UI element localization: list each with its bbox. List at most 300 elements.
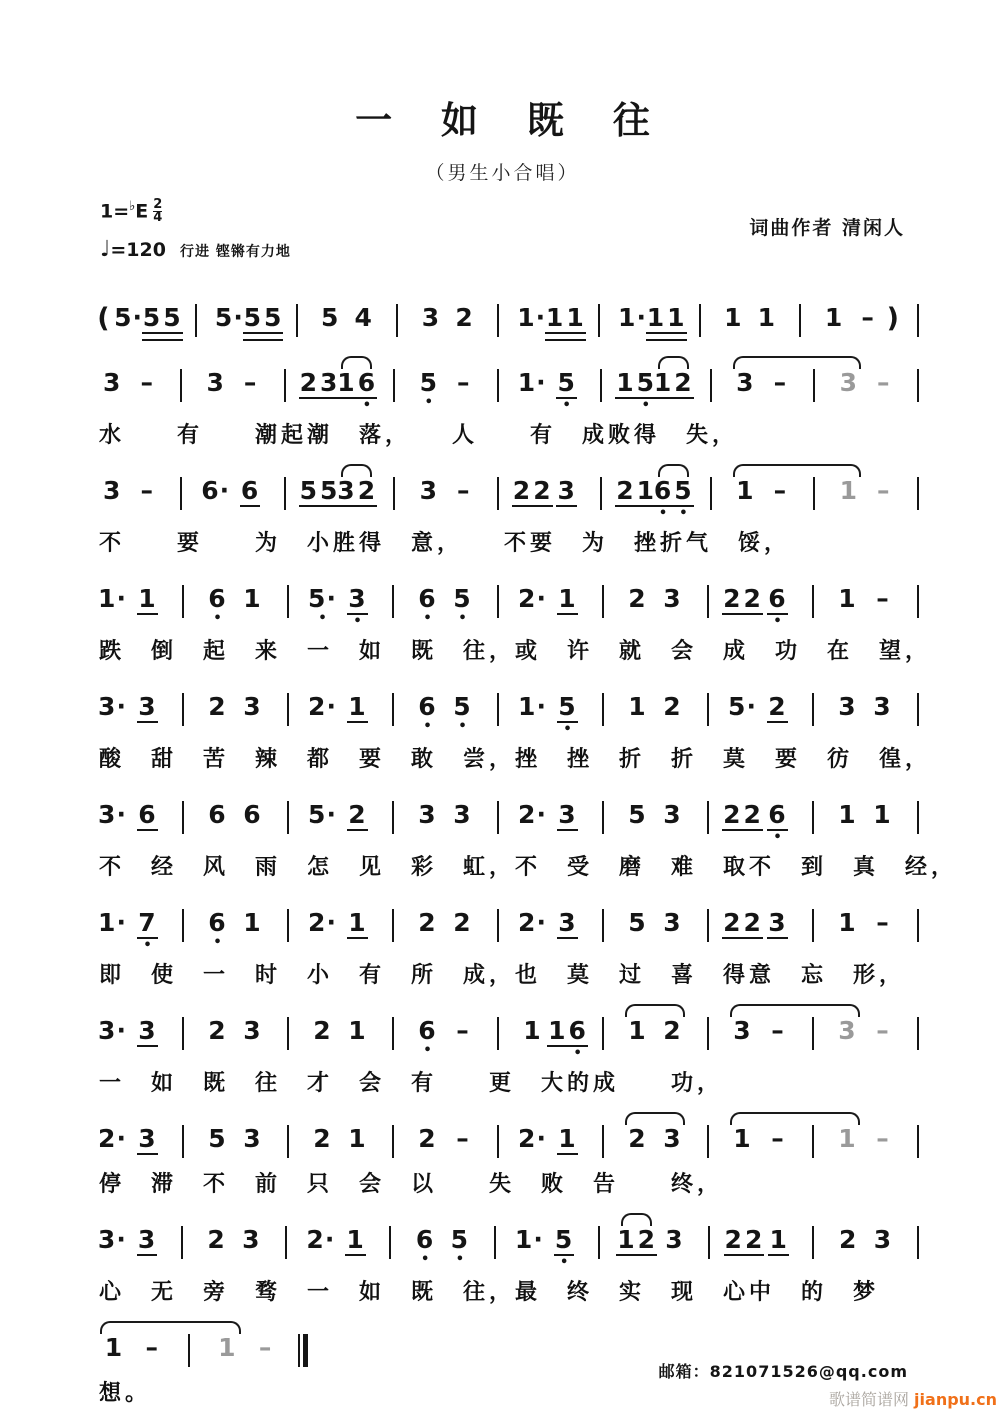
note-digit: 2· <box>306 1225 336 1254</box>
note-group <box>299 369 340 399</box>
note-digit: 5 <box>628 908 647 937</box>
note-digit: 6 <box>768 800 787 829</box>
barline <box>392 585 394 618</box>
note-digit: 5 <box>636 368 656 397</box>
note-digit: 2 <box>348 800 367 829</box>
note-digit: 5 <box>299 476 319 505</box>
parenthesis: ( <box>97 303 110 334</box>
token-cell <box>481 304 515 337</box>
token-cell <box>582 304 616 337</box>
token-cell <box>165 693 200 726</box>
note-group <box>242 1017 262 1044</box>
token-cell <box>550 909 585 939</box>
token-cell <box>653 369 694 399</box>
token-cell <box>199 1226 234 1253</box>
note-group <box>243 304 284 341</box>
token-cell <box>515 693 550 720</box>
eighth-beam <box>767 721 787 723</box>
note-group <box>207 908 227 950</box>
note-digit: 1 <box>667 303 686 332</box>
note-group <box>839 477 859 504</box>
token-cell <box>95 909 130 936</box>
barline <box>497 693 499 726</box>
note-digit: 1 <box>104 1333 124 1362</box>
note-digit: 5· <box>308 584 337 613</box>
barline <box>497 369 499 402</box>
lyrics-line: 酸 甜 苦 辣 都 要 敢 尝，挫 挫 折 折 莫 要 彷 徨， <box>99 747 932 772</box>
slur-tie <box>653 369 694 399</box>
dash-extension: – <box>876 908 889 937</box>
slur-tie <box>336 368 377 413</box>
note-group <box>662 693 682 720</box>
barline <box>287 801 289 834</box>
token-cell <box>284 1334 322 1367</box>
barline <box>393 477 395 510</box>
note-group <box>662 1125 682 1152</box>
note-digit: 3 <box>243 692 262 721</box>
token-cell <box>235 1125 270 1152</box>
token-cell <box>164 369 198 402</box>
note-group <box>242 693 262 720</box>
token-cell <box>198 477 232 504</box>
note-digit: 3 <box>138 1124 157 1153</box>
note-digit: 3 <box>320 368 339 397</box>
token-cell <box>694 477 728 510</box>
barline <box>602 909 604 942</box>
note-group <box>137 693 157 723</box>
token-cell <box>95 477 129 504</box>
token-cell <box>585 801 620 834</box>
note-digit: 1 <box>337 368 356 397</box>
note-digit: 5· <box>114 303 144 332</box>
barline <box>182 801 184 834</box>
note-digit: 3 <box>873 1225 893 1254</box>
note-digit: 2· <box>518 908 547 937</box>
token-cell <box>305 693 340 720</box>
token-cell <box>760 909 795 939</box>
author-credit: 词曲作者 清闲人 <box>749 217 905 239</box>
token-cell <box>112 304 146 331</box>
note-digit: 2 <box>663 1016 682 1045</box>
slur-tie <box>728 369 866 402</box>
token-cell <box>480 1017 515 1050</box>
sixteenth-beam <box>646 332 687 341</box>
key-prefix: 1= <box>100 200 130 223</box>
note-digit: 1 <box>769 1225 788 1254</box>
token-cell <box>410 909 445 936</box>
slur-tie <box>725 1125 865 1158</box>
slur-tie <box>728 477 866 510</box>
note-group <box>207 1125 227 1152</box>
note-group <box>627 585 647 612</box>
token-cell <box>653 476 694 521</box>
note-digit: 3 <box>838 1016 857 1045</box>
token-cell <box>795 693 830 726</box>
low-octave-dot: • <box>420 1252 430 1267</box>
note-digit: 3 <box>557 476 576 505</box>
note-digit: 1 <box>646 303 666 332</box>
barline <box>917 585 919 618</box>
token-cell <box>547 1225 582 1270</box>
token-cell <box>408 1225 443 1267</box>
token-cell <box>165 585 200 618</box>
note-group <box>838 1226 858 1253</box>
token-cell <box>305 909 340 936</box>
dash-extension: – <box>773 476 787 505</box>
note-digit: 2 <box>723 584 742 613</box>
note-group <box>307 693 338 720</box>
token-cell <box>694 369 728 402</box>
note-group <box>454 304 474 331</box>
note-digit: 6 <box>208 584 227 613</box>
note-digit: 1 <box>628 692 647 721</box>
barline <box>396 304 398 337</box>
note-group <box>545 304 586 341</box>
token-cell <box>129 477 163 504</box>
sixteenth-beam <box>243 332 284 341</box>
note-group <box>735 477 755 504</box>
note-group <box>522 1017 542 1044</box>
note-group <box>242 585 262 612</box>
barline <box>917 1017 919 1050</box>
token-cell <box>481 477 515 510</box>
note-group <box>617 304 648 331</box>
token-cell <box>95 1226 130 1253</box>
token-cell <box>480 585 515 618</box>
note-digit: 2 <box>743 908 762 937</box>
token-cell <box>95 801 130 828</box>
low-octave-dot: • <box>424 395 433 410</box>
token-cell <box>270 585 305 618</box>
token-cell <box>480 1125 515 1158</box>
token-cell <box>313 304 347 331</box>
token-cell <box>851 304 885 331</box>
token-cell <box>95 304 112 333</box>
token-cell <box>760 693 795 723</box>
eighth-beam <box>347 829 367 831</box>
token-cell <box>95 693 130 720</box>
note-digit: 1 <box>243 908 262 937</box>
note-group <box>97 693 128 720</box>
note-digit: 5 <box>208 1124 227 1153</box>
low-octave-dot: • <box>362 398 372 413</box>
note-digit: 5· <box>308 800 337 829</box>
note-group <box>347 1017 367 1044</box>
note-digit: 5 <box>163 303 182 332</box>
token-cell <box>233 477 267 507</box>
note-digit: 1· <box>517 368 547 397</box>
note-group <box>627 693 647 720</box>
barline <box>182 1125 184 1158</box>
tempo-expression: 行进 铿锵有力地 <box>179 244 291 260</box>
barline <box>707 801 709 834</box>
token-cell <box>616 304 650 331</box>
token-cell <box>866 369 900 396</box>
note-group <box>240 477 260 507</box>
note-digit: 5 <box>628 800 647 829</box>
dash-extension: – <box>140 476 153 505</box>
lyrics-line: 想。 <box>99 1381 152 1406</box>
token-cell <box>515 304 549 331</box>
note-digit: 3 <box>206 368 225 397</box>
token-cell <box>198 369 232 396</box>
token-cell <box>375 693 410 726</box>
note-digit: 3· <box>98 800 127 829</box>
barline <box>181 1226 183 1259</box>
note-digit: 2 <box>313 1016 332 1045</box>
note-group <box>824 304 844 331</box>
token-cell <box>725 909 760 939</box>
note-group <box>241 1226 261 1253</box>
notes-line <box>95 894 935 953</box>
note-group <box>354 304 374 331</box>
dash-extension: – <box>457 476 470 505</box>
note-group <box>347 693 367 723</box>
eighth-beam <box>557 1153 577 1155</box>
token-cell <box>412 477 446 504</box>
barline <box>392 1125 394 1158</box>
note-group <box>517 369 548 396</box>
note-digit: 1 <box>348 692 367 721</box>
eighth-beam <box>240 505 260 507</box>
token-cell <box>545 303 585 341</box>
token-cell <box>235 585 270 612</box>
dash-extension: – <box>456 1016 469 1045</box>
note-digit: 1 <box>566 303 585 332</box>
low-octave-dot: • <box>423 611 432 626</box>
token-cell <box>725 801 760 831</box>
token-cell <box>515 909 550 936</box>
token-cell <box>655 1017 690 1044</box>
token-cell <box>165 1125 200 1158</box>
token-cell <box>142 303 182 341</box>
token-cell <box>761 1226 796 1256</box>
note-digit: 1 <box>218 1333 237 1362</box>
note-group <box>97 909 128 936</box>
note-digit: 2 <box>418 908 437 937</box>
note-group <box>345 1226 365 1256</box>
dash-extension: – <box>456 1124 469 1153</box>
token-cell <box>549 368 583 413</box>
token-cell <box>305 584 340 626</box>
token-cell <box>235 801 270 828</box>
low-octave-dot: • <box>318 611 327 626</box>
token-cell <box>377 369 411 402</box>
note-digit: 5· <box>728 692 757 721</box>
token-cell <box>165 1226 200 1259</box>
token-cell <box>585 585 620 618</box>
token-cell <box>900 909 935 942</box>
barline <box>182 693 184 726</box>
note-group <box>837 909 857 936</box>
token-cell <box>512 476 552 507</box>
token-cell <box>655 693 690 720</box>
token-cell <box>95 1334 133 1361</box>
token-cell <box>165 801 200 834</box>
note-group <box>767 800 787 845</box>
token-cell <box>585 1017 620 1050</box>
token-cell <box>340 693 375 723</box>
note-group <box>557 585 577 615</box>
token-cell <box>270 1125 305 1158</box>
barline <box>182 1017 184 1050</box>
note-group <box>837 801 857 828</box>
note-digit: 6 <box>418 1016 437 1045</box>
note-digit: 3· <box>98 692 127 721</box>
token-cell <box>584 477 618 510</box>
note-digit: 3 <box>348 584 367 613</box>
token-cell <box>795 585 830 618</box>
token-cell <box>865 585 900 612</box>
note-digit: 3 <box>242 1225 261 1254</box>
low-octave-dot: • <box>641 398 650 413</box>
token-cell <box>270 693 305 726</box>
note-group <box>516 304 547 331</box>
note-digit: 6 <box>768 584 787 613</box>
note-group <box>517 585 548 612</box>
note-digit: 2 <box>208 692 227 721</box>
token-cell <box>795 1125 830 1158</box>
eighth-beam <box>512 505 553 507</box>
note-digit: 1· <box>98 908 127 937</box>
note-group <box>200 477 231 504</box>
token-cell <box>550 585 585 615</box>
token-cell <box>515 1125 550 1152</box>
token-cell <box>655 801 690 828</box>
token-cell <box>270 909 305 942</box>
note-group <box>142 304 183 341</box>
note-digit: 5 <box>320 303 340 332</box>
note-group <box>722 585 763 615</box>
token-cell <box>830 585 865 612</box>
token-cell <box>130 908 165 953</box>
note-digit: 3 <box>137 1225 157 1254</box>
note-digit: 3 <box>337 476 356 505</box>
notes-line <box>95 678 935 737</box>
token-cell <box>410 801 445 828</box>
token-cell <box>616 476 656 507</box>
note-digit: 3· <box>97 1225 127 1254</box>
note-group <box>417 1125 437 1152</box>
note-group <box>242 1125 262 1152</box>
token-cell <box>646 303 686 341</box>
token-cell <box>481 369 515 402</box>
low-octave-dot: • <box>423 1043 432 1058</box>
note-digit: 2 <box>208 1016 227 1045</box>
song-title: 一 如 既 往 <box>355 99 668 142</box>
note-digit: 5 <box>453 692 472 721</box>
lyrics-line: 一 如 既 往 才 会 有 更 大的成 功， <box>99 1071 724 1096</box>
note-group <box>723 304 743 331</box>
note-digit: 1 <box>523 1016 542 1045</box>
barline <box>602 1017 604 1050</box>
token-cell <box>129 369 163 396</box>
note-digit: 2 <box>663 692 682 721</box>
token-cell <box>443 1225 478 1267</box>
note-group <box>837 1017 857 1044</box>
note-digit: 2 <box>768 692 787 721</box>
quarter-note-icon: ♩ <box>100 237 111 262</box>
note-digit: 1· <box>517 303 547 332</box>
note-group <box>557 1125 577 1155</box>
note-digit: 5 <box>674 476 693 505</box>
note-group <box>205 369 225 396</box>
note-group <box>662 801 682 828</box>
barline <box>287 1017 289 1050</box>
notes-line <box>95 1002 935 1061</box>
note-digit: 6· <box>201 476 231 505</box>
barline <box>812 909 814 942</box>
token-cell <box>690 585 725 618</box>
lyrics-line: 水 有 潮起潮 落， 人 有 成败得 失， <box>99 423 739 448</box>
notes-line <box>95 1319 322 1367</box>
note-digit: 7 <box>138 908 157 937</box>
note-digit: 1 <box>545 303 565 332</box>
barline <box>188 1334 190 1367</box>
token-cell <box>414 304 448 331</box>
token-cell <box>373 1226 408 1259</box>
music-system <box>95 786 958 881</box>
note-group <box>514 1226 545 1253</box>
token-cell <box>830 1125 865 1152</box>
barline <box>287 693 289 726</box>
sixteenth-beam <box>545 332 586 341</box>
note-digit: 5 <box>554 1225 574 1254</box>
note-digit: 3 <box>663 1124 682 1153</box>
note-group <box>872 693 892 720</box>
barline <box>917 1226 919 1259</box>
token-cell <box>200 1017 235 1044</box>
note-group <box>421 304 441 331</box>
note-digit: 2 <box>724 1225 743 1254</box>
token-cell <box>900 477 934 510</box>
note-group <box>347 584 367 629</box>
meter-denominator: 4 <box>153 210 163 226</box>
token-cell <box>95 1125 130 1152</box>
eighth-beam <box>557 613 577 615</box>
note-group <box>662 1017 682 1044</box>
eighth-beam <box>722 829 763 831</box>
note-digit: 6 <box>568 1016 587 1045</box>
note-digit: 2 <box>512 476 532 505</box>
note-digit: 2· <box>518 800 547 829</box>
tempo-marking <box>100 237 291 262</box>
token-cell <box>655 1125 690 1152</box>
note-digit: 2· <box>308 908 337 937</box>
token-cell <box>716 304 750 331</box>
barline <box>813 477 815 510</box>
token-cell <box>304 1226 339 1253</box>
barline <box>707 693 709 726</box>
note-group <box>97 801 128 828</box>
site-url-link[interactable]: jianpu.cn <box>914 1390 997 1409</box>
eighth-beam <box>347 937 367 939</box>
token-cell <box>796 1226 831 1259</box>
note-group <box>664 1226 684 1253</box>
note-group <box>450 1225 470 1267</box>
token-cell <box>655 585 690 612</box>
note-digit: 1 <box>558 584 577 613</box>
token-cell <box>338 1226 373 1256</box>
note-digit: 3 <box>768 908 787 937</box>
token-cell <box>377 477 411 510</box>
note-group <box>347 801 367 831</box>
note-group <box>512 477 553 507</box>
token-cell <box>884 304 901 333</box>
low-octave-dot: • <box>773 830 782 845</box>
dash-extension: – <box>877 476 890 505</box>
lyrics-line: 不 经 风 雨 怎 见 彩 虹，不 受 磨 难 取不 到 真 经， <box>99 855 958 880</box>
